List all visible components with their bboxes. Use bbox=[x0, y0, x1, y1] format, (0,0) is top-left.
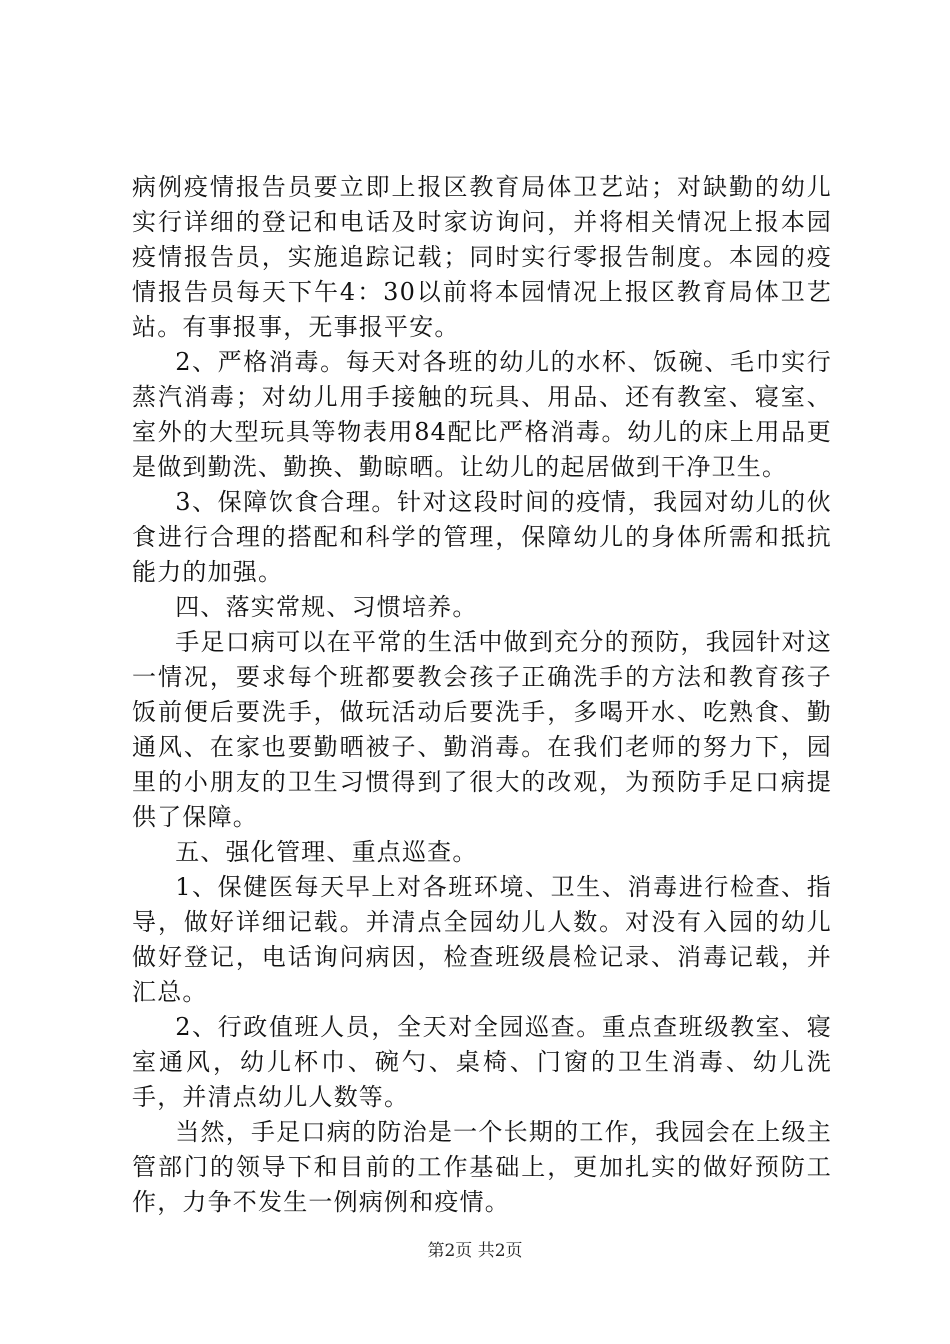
page-footer: 第2页 共2页 bbox=[427, 1241, 523, 1261]
paragraph-patrol: 2、行政值班人员，全天对全园巡查。重点查班级教室、寝室通风，幼儿杯巾、碗勺、桌椅、门窗的卫生消毒、幼儿洗手，并清点幼儿人数等。 bbox=[132, 1013, 832, 1111]
paragraph-diet: 3、保障饮食合理。针对这段时间的疫情，我园对幼儿的伙食进行合理的搭配和科学的管理，保障幼儿的身体所需和抵抗能力的加强。 bbox=[132, 488, 832, 586]
section-heading-management: 五、强化管理、重点巡查。 bbox=[175, 838, 478, 866]
document-body bbox=[132, 170, 832, 1220]
paragraph-disinfection: 2、严格消毒。每天对各班的幼儿的水杯、饭碗、毛巾实行蒸汽消毒；对幼儿用手接触的玩具、用品、还有教室、寝室、室外的大型玩具等物表用84配比严格消毒。幼儿的床上用品更是做到勤洗、勤换、勤晾晒。让幼儿的起居做到干净卫生。 bbox=[132, 348, 832, 481]
paragraph-health-check: 1、保健医每天早上对各班环境、卫生、消毒进行检查、指导，做好详细记载。并清点全园幼儿人数。对没有入园的幼儿做好登记，电话询问病因，检查班级晨检记录、消毒记载，并汇总。 bbox=[132, 873, 832, 1006]
paragraph-continuation: 病例疫情报告员要立即上报区教育局体卫艺站；对缺勤的幼儿实行详细的登记和电话及时家访询问，并将相关情况上报本园疫情报告员，实施追踪记载；同时实行零报告制度。本园的疫情报告员每天下午4：30以前将本园情况上报区教育局体卫艺站。有事报事，无事报平安。 bbox=[132, 173, 832, 341]
paragraph-conclusion: 当然，手足口病的防治是一个长期的工作，我园会在上级主管部门的领导下和目前的工作基础上，更加扎实的做好预防工作，力争不发生一例病例和疫情。 bbox=[132, 1118, 832, 1216]
paragraph-handwashing: 手足口病可以在平常的生活中做到充分的预防，我园针对这一情况，要求每个班都要教会孩子正确洗手的方法和教育孩子饭前便后要洗手，做玩活动后要洗手，多喝开水、吃熟食、勤通风、在家也要勤晒被子、勤消毒。在我们老师的努力下，园里的小朋友的卫生习惯得到了很大的改观，为预防手足口病提供了保障。 bbox=[132, 628, 832, 831]
section-heading-habits: 四、落实常规、习惯培养。 bbox=[175, 593, 478, 621]
